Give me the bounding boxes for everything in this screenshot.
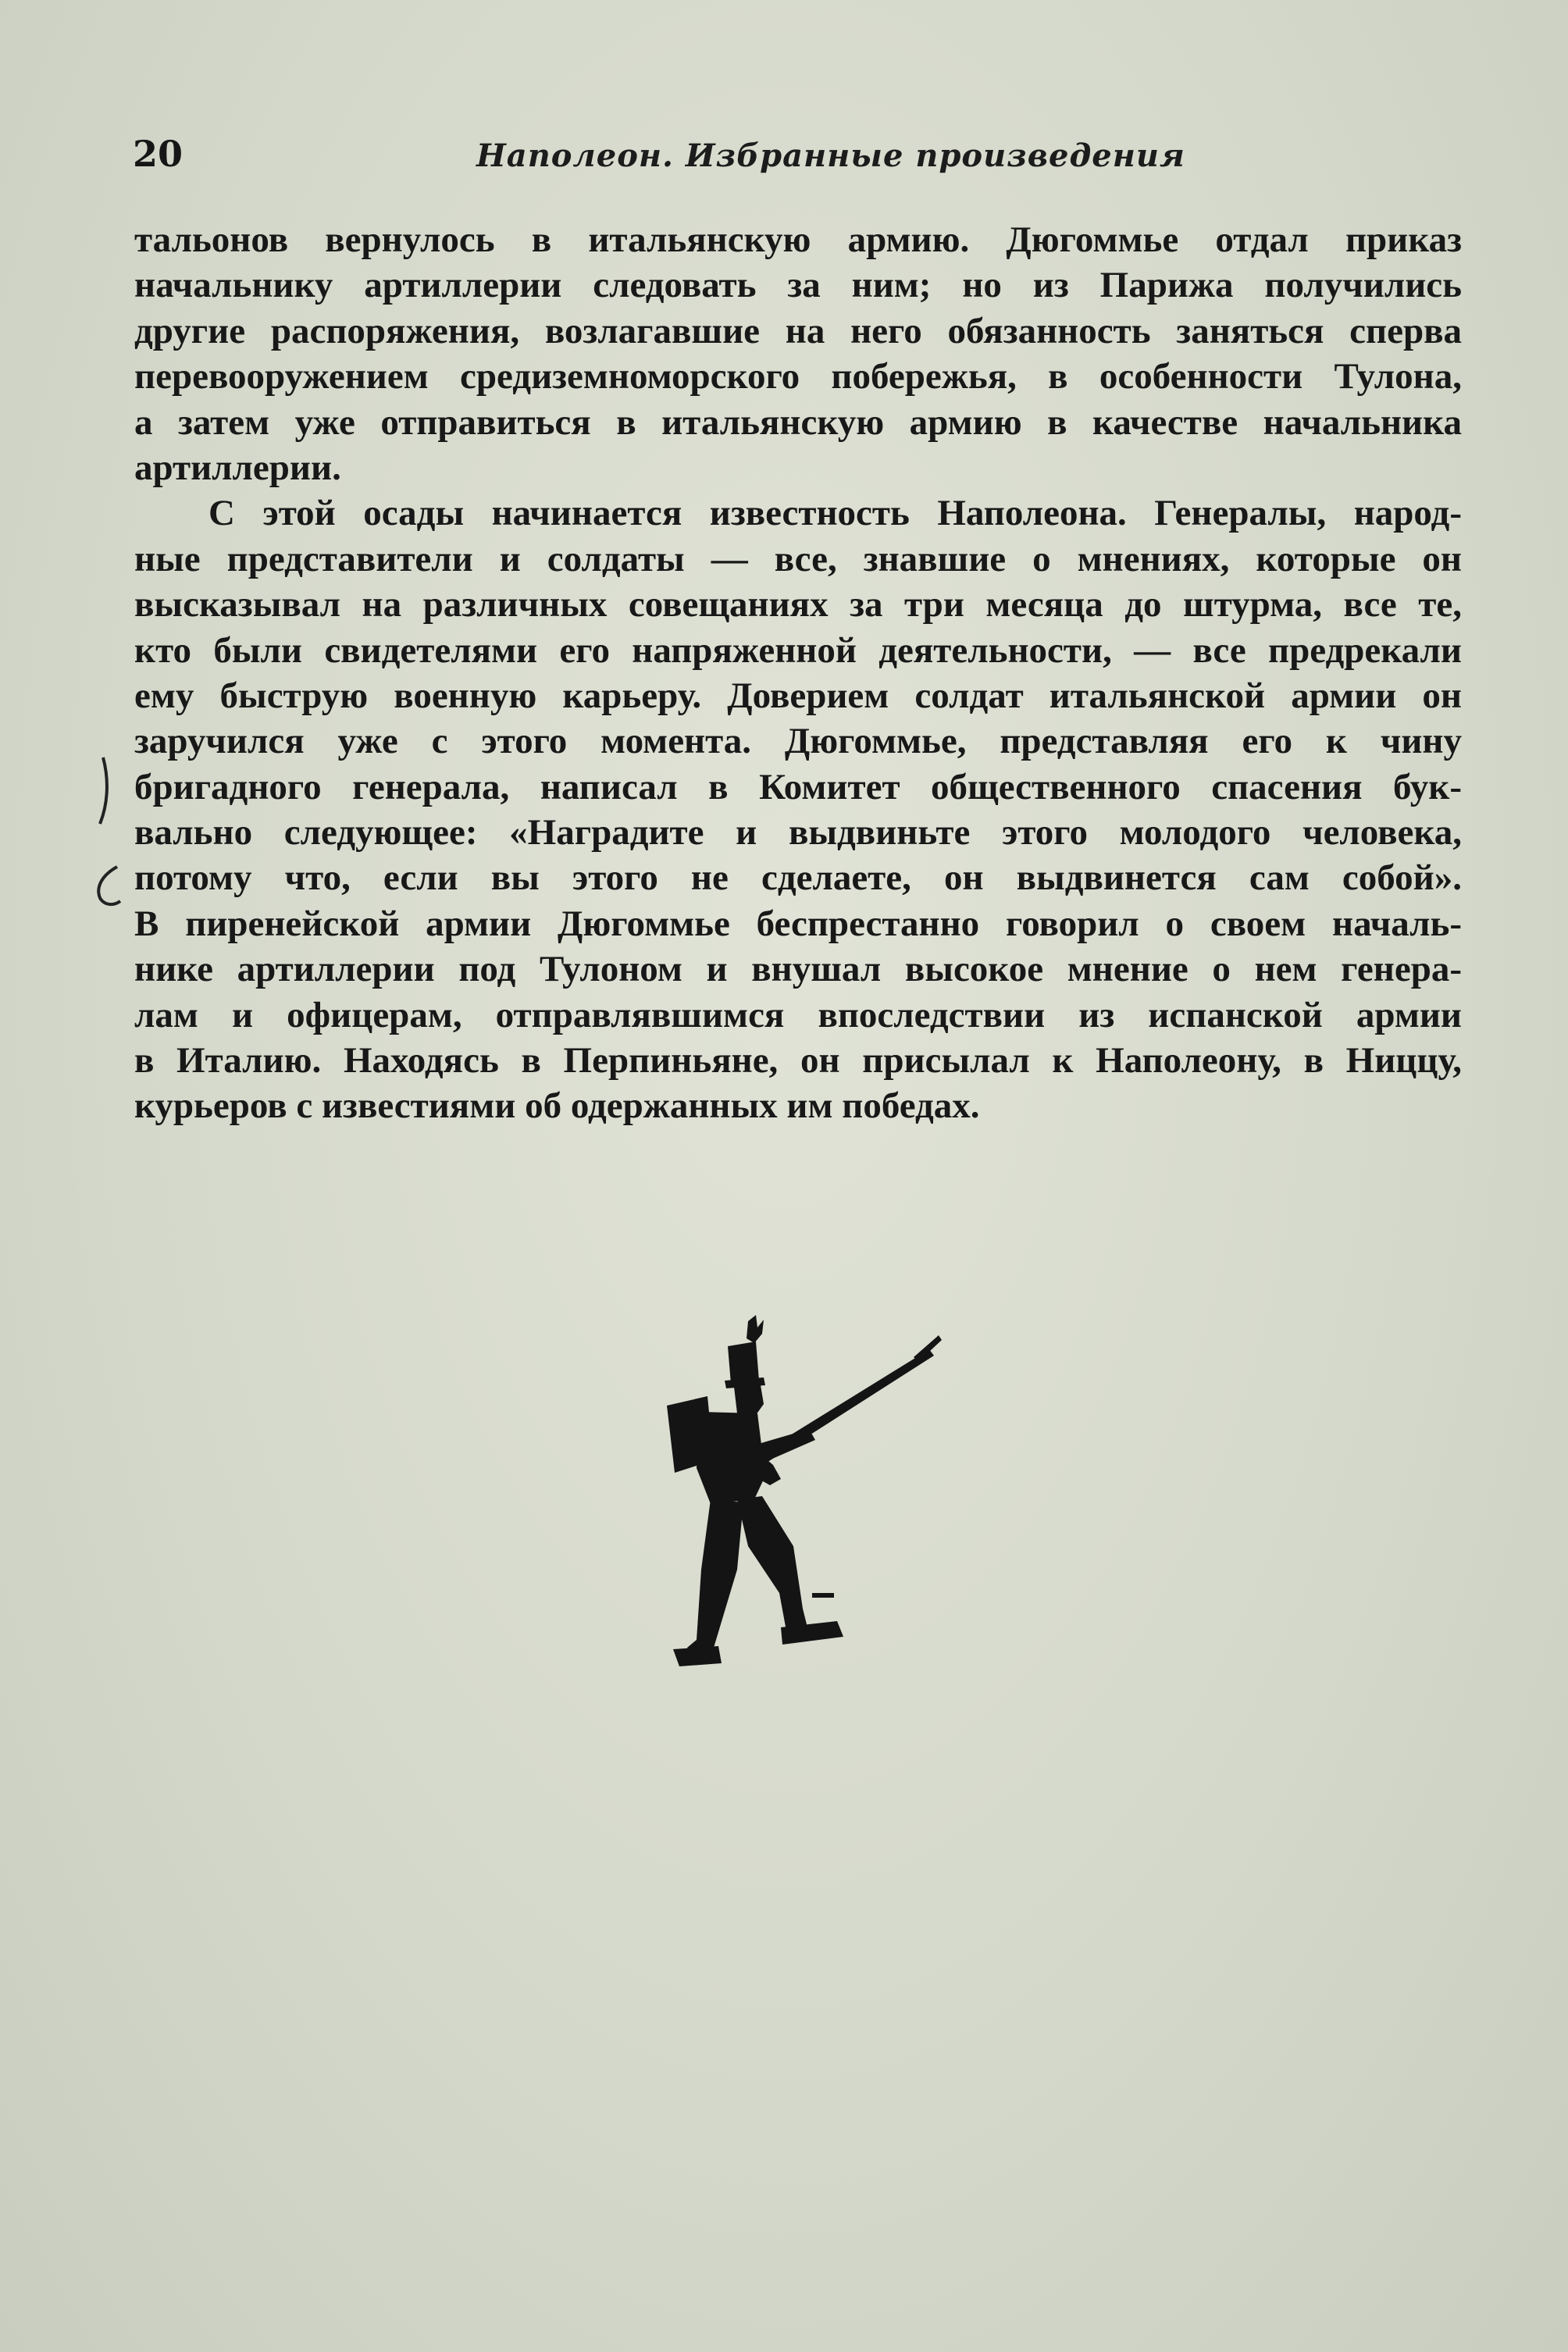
text-line: нике артиллерии под Тулоном и внушал высокое мнение о нем генера- [134, 949, 1462, 990]
page-header [133, 133, 1460, 180]
text-line: а затем уже отправиться в итальянскую армию в качестве начальника [134, 401, 1462, 443]
body-text [134, 217, 1462, 1129]
text-line: перевооружением средиземноморского побережья, в особенности Тулона, [134, 356, 1462, 397]
text-line: начальнику артиллерии следовать за ним; но из Парижа получились [134, 265, 1462, 306]
text-line: В пиренейской армии Дюгоммье беспрестанно говорил о своем началь- [134, 903, 1462, 944]
text-line: заручился уже с этого момента. Дюгоммье, представляя его к чину [134, 721, 1462, 762]
text-line: тальонов вернулось в итальянскую армию. Дюгоммье отдал приказ [134, 219, 1462, 260]
handwritten-bracket-mark [86, 750, 133, 921]
text-line: ные представители и солдаты — все, знавшие о мнениях, которые он [134, 538, 1462, 579]
text-line: в Италию. Находясь в Перпиньяне, он присылал к Наполеону, в Ниццу, [134, 1040, 1462, 1082]
text-line: артиллерии. [134, 447, 341, 488]
text-line: кто были свидетелями его напряженной деятельности, — все предрекали [134, 629, 1462, 671]
running-title: Наполеон. Избранные произведения [476, 137, 1185, 174]
text-line: другие распоряжения, возлагавшие на него обязанность заняться сперва [134, 310, 1462, 351]
text-line: С этой осады начинается известность Наполеона. Генералы, народ- [208, 493, 1462, 534]
page-number: 20 [133, 133, 184, 175]
text-line: ему быструю военную карьеру. Доверием солдат итальянской армии он [134, 675, 1462, 716]
text-line: бригадного генерала, написал в Комитет общественного спасения бук- [134, 766, 1462, 807]
text-line: вально следующее: «Наградите и выдвиньте этого молодого человека, [134, 812, 1462, 853]
text-line: высказывал на различных совещаниях за три месяца до штурма, все те, [134, 584, 1462, 625]
text-line: потому что, если вы этого не сделаете, он выдвинется сам собой». [134, 857, 1462, 899]
text-line: курьеров с известиями об одержанных им победах. [134, 1085, 980, 1127]
text-line: лам и офицерам, отправлявшимся впоследствии из испанской армии [134, 994, 1462, 1035]
soldier-silhouette-icon [656, 1312, 953, 1718]
